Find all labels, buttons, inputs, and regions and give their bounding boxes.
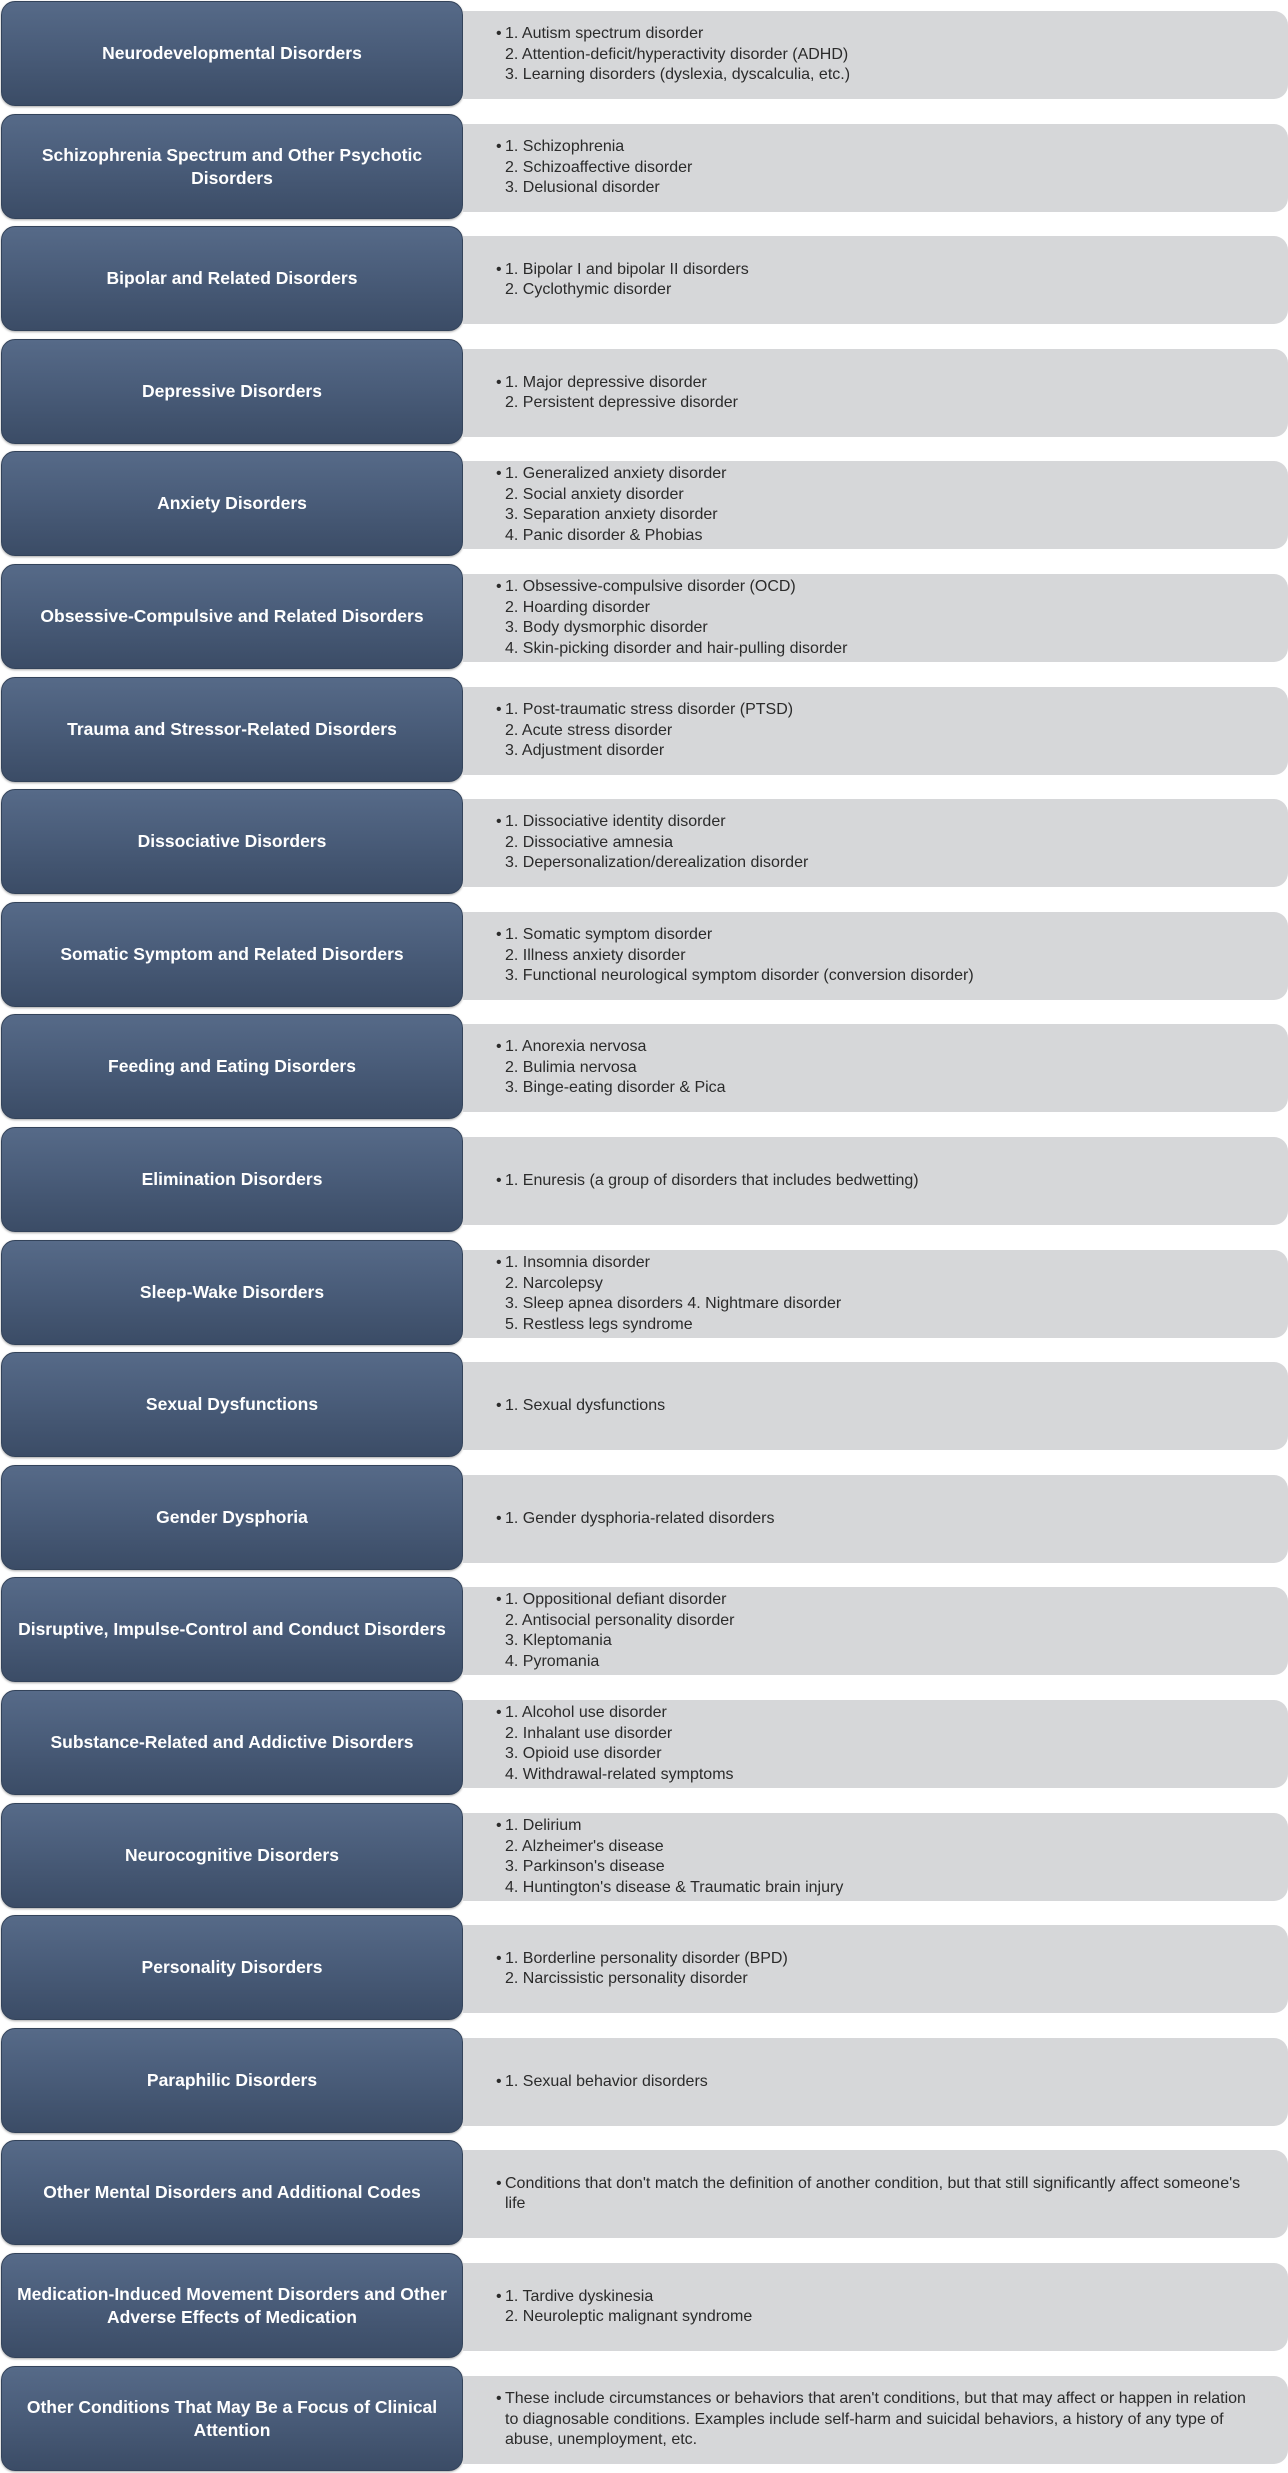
examples-list — [505, 700, 793, 762]
examples-list — [505, 2174, 1258, 2215]
category-label: Trauma and Stressor-Related Disorders — [67, 719, 397, 739]
category-row — [0, 114, 1288, 221]
examples-box — [463, 1700, 1288, 1788]
examples-list — [505, 2287, 752, 2328]
examples-box — [463, 2263, 1288, 2351]
examples-list — [505, 812, 808, 874]
example-item: 2. Narcissistic personality disorder — [505, 1970, 748, 1987]
examples-box — [463, 574, 1288, 662]
category-row — [0, 564, 1288, 671]
example-item: 4. Pyromania — [505, 1652, 600, 1670]
example-item: • 1. Enuresis (a group of disorders that includes bedwetting) — [505, 1171, 919, 1192]
category-box — [1, 677, 463, 782]
examples-box — [463, 236, 1288, 324]
examples-list — [505, 24, 850, 86]
category-row — [0, 1352, 1288, 1459]
examples-box — [463, 11, 1288, 99]
example-item: • These include circumstances or behaviors that aren't conditions, but that may affect or happen in relation to diagnosable conditions. Examples include self-harm and suicidal behaviors, a history of any type of abuse, unemployment, etc. — [505, 2389, 1258, 2451]
category-label: Medication-Induced Movement Disorders and Other Adverse Effects of Medication — [17, 2283, 447, 2327]
category-row — [0, 1915, 1288, 2022]
examples-box — [463, 2376, 1288, 2464]
category-label: Gender Dysphoria — [156, 1507, 308, 1527]
category-box — [1, 2028, 463, 2133]
category-label: Paraphilic Disorders — [146, 2070, 318, 2090]
examples-list — [505, 464, 726, 546]
example-item: • 1. Sexual dysfunctions — [505, 1396, 665, 1417]
example-item: 3. Depersonalization/derealization disorder — [505, 854, 809, 872]
category-box — [1, 1577, 463, 1682]
category-row — [0, 2253, 1288, 2360]
example-item: 2. Social anxiety disorder — [505, 485, 684, 503]
examples-box — [463, 124, 1288, 212]
example-item: • 1. Bipolar I and bipolar II disorders — [505, 260, 749, 281]
example-item: 3. Kleptomania — [505, 1632, 612, 1649]
example-item: 3. Adjustment disorder — [505, 742, 665, 760]
category-label: Other Conditions That May Be a Focus of Clinical Attention — [26, 2396, 438, 2440]
examples-box — [463, 912, 1288, 1000]
examples-list — [505, 2072, 708, 2093]
example-item: 2. Schizoaffective disorder — [505, 158, 693, 176]
category-box — [1, 1, 463, 106]
example-item: 2. Alzheimer's disease — [505, 1837, 664, 1855]
example-item: 2. Acute stress disorder — [505, 721, 673, 739]
example-item: 3. Body dysmorphic disorder — [505, 619, 708, 636]
category-box — [1, 564, 463, 669]
example-item: 3. Learning disorders (dyslexia, dyscalculia, etc.) — [505, 66, 851, 84]
category-row — [0, 1014, 1288, 1121]
examples-box — [463, 1024, 1288, 1112]
example-item: • 1. Schizophrenia — [505, 137, 692, 158]
example-item: 3. Separation anxiety disorder — [505, 506, 718, 523]
example-item: 3. Delusional disorder — [505, 179, 660, 197]
category-label: Personality Disorders — [141, 1957, 323, 1977]
examples-box — [463, 1925, 1288, 2013]
example-item: 2. Inhalant use disorder — [505, 1724, 673, 1742]
category-label: Obsessive-Compulsive and Related Disorders — [40, 606, 424, 626]
example-item: 3. Opioid use disorder — [505, 1745, 662, 1762]
category-row — [0, 1803, 1288, 1910]
example-item: • 1. Obsessive-compulsive disorder (OCD) — [505, 577, 847, 598]
category-label: Dissociative Disorders — [137, 831, 327, 851]
category-box — [1, 451, 463, 556]
example-item: 4. Withdrawal-related symptoms — [505, 1765, 734, 1783]
category-box — [1, 1127, 463, 1232]
category-box — [1, 1014, 463, 1119]
category-row — [0, 1, 1288, 108]
examples-box — [463, 1587, 1288, 1675]
category-box — [1, 226, 463, 331]
examples-box — [463, 461, 1288, 549]
category-box — [1, 1465, 463, 1570]
example-item: • 1. Generalized anxiety disorder — [505, 464, 726, 485]
example-item: • 1. Delirium — [505, 1816, 843, 1837]
category-label: Somatic Symptom and Related Disorders — [60, 944, 404, 964]
category-label: Substance-Related and Addictive Disorders — [50, 1732, 414, 1752]
category-row — [0, 677, 1288, 784]
examples-list — [505, 1703, 734, 1785]
example-item: • 1. Oppositional defiant disorder — [505, 1590, 734, 1611]
example-item: 3. Binge-eating disorder & Pica — [505, 1079, 726, 1097]
example-item: 3. Sleep apnea disorders 4. Nightmare disorder — [505, 1295, 842, 1312]
examples-box — [463, 2150, 1288, 2238]
category-label: Other Mental Disorders and Additional Codes — [43, 2182, 421, 2202]
category-row — [0, 339, 1288, 446]
examples-list — [505, 1253, 841, 1335]
examples-box — [463, 1137, 1288, 1225]
category-row — [0, 1127, 1288, 1234]
example-item: • 1. Tardive dyskinesia — [505, 2287, 752, 2308]
category-row — [0, 2140, 1288, 2247]
category-row — [0, 2028, 1288, 2135]
example-item: • 1. Post-traumatic stress disorder (PTSD) — [505, 700, 793, 721]
example-item: • 1. Anorexia nervosa — [505, 1037, 726, 1058]
category-row — [0, 1577, 1288, 1684]
example-item: 2. Illness anxiety disorder — [505, 946, 686, 964]
examples-box — [463, 1813, 1288, 1901]
category-label: Neurocognitive Disorders — [125, 1845, 339, 1865]
examples-box — [463, 2038, 1288, 2126]
examples-list — [505, 1171, 919, 1192]
examples-list — [505, 1509, 774, 1530]
examples-list — [505, 137, 692, 199]
category-box — [1, 1240, 463, 1345]
example-item: • 1. Major depressive disorder — [505, 373, 738, 394]
example-item: 2. Neuroleptic malignant syndrome — [505, 2308, 753, 2325]
category-row — [0, 902, 1288, 1009]
category-row — [0, 451, 1288, 558]
example-item: 5. Restless legs syndrome — [505, 1315, 693, 1333]
example-item: 3. Functional neurological symptom disorder (conversion disorder) — [505, 967, 974, 985]
category-box — [1, 902, 463, 1007]
example-item: 2. Bulimia nervosa — [505, 1058, 637, 1076]
example-item: 3. Parkinson's disease — [505, 1858, 665, 1875]
examples-box — [463, 687, 1288, 775]
examples-box — [463, 1475, 1288, 1563]
examples-list — [505, 577, 847, 659]
example-item: 2. Persistent depressive disorder — [505, 394, 738, 411]
example-item: • 1. Sexual behavior disorders — [505, 2072, 708, 2093]
category-label: Disruptive, Impulse-Control and Conduct Disorders — [18, 1619, 446, 1639]
category-label: Feeding and Eating Disorders — [108, 1056, 356, 1076]
category-box — [1, 2253, 463, 2358]
examples-box — [463, 349, 1288, 437]
examples-box — [463, 799, 1288, 887]
category-box — [1, 339, 463, 444]
example-item: 4. Skin-picking disorder and hair-pulling disorder — [505, 639, 848, 657]
category-box — [1, 2366, 463, 2471]
category-box — [1, 789, 463, 894]
example-item: 2. Attention-deficit/hyperactivity disorder (ADHD) — [505, 45, 849, 63]
category-row — [0, 789, 1288, 896]
examples-list — [505, 925, 974, 987]
example-item: 4. Panic disorder & Phobias — [505, 526, 703, 544]
examples-list — [505, 1396, 665, 1417]
category-box — [1, 2140, 463, 2245]
category-row — [0, 1240, 1288, 1347]
example-item: • 1. Autism spectrum disorder — [505, 24, 850, 45]
example-item: 2. Narcolepsy — [505, 1274, 603, 1292]
category-box — [1, 1915, 463, 2020]
category-label: Neurodevelopmental Disorders — [102, 43, 362, 63]
examples-box — [463, 1250, 1288, 1338]
examples-list — [505, 2389, 1258, 2451]
example-item: 2. Antisocial personality disorder — [505, 1611, 735, 1629]
examples-list — [505, 1590, 734, 1672]
example-item: • 1. Borderline personality disorder (BPD) — [505, 1949, 788, 1970]
category-row — [0, 1465, 1288, 1572]
examples-list — [505, 1816, 843, 1898]
example-item: • 1. Gender dysphoria-related disorders — [505, 1509, 774, 1530]
examples-list — [505, 1037, 726, 1099]
category-label: Sleep-Wake Disorders — [139, 1282, 325, 1302]
examples-list — [505, 1949, 788, 1990]
category-box — [1, 1803, 463, 1908]
example-item: • 1. Dissociative identity disorder — [505, 812, 808, 833]
category-label: Bipolar and Related Disorders — [106, 268, 358, 288]
example-item: • Conditions that don't match the definition of another condition, but that still significantly affect someone's life — [505, 2174, 1258, 2215]
category-label: Depressive Disorders — [142, 381, 322, 401]
example-item: 2. Dissociative amnesia — [505, 833, 674, 851]
example-item: 4. Huntington's disease & Traumatic brain injury — [505, 1878, 844, 1896]
category-label: Sexual Dysfunctions — [145, 1394, 319, 1414]
examples-list — [505, 260, 749, 301]
category-label: Schizophrenia Spectrum and Other Psychotic Disorders — [41, 144, 423, 188]
category-box — [1, 1352, 463, 1457]
example-item: • 1. Insomnia disorder — [505, 1253, 841, 1274]
category-row — [0, 2366, 1288, 2473]
example-item: 2. Cyclothymic disorder — [505, 281, 672, 298]
category-label: Anxiety Disorders — [157, 493, 307, 513]
category-label: Elimination Disorders — [141, 1169, 323, 1189]
example-item: • 1. Somatic symptom disorder — [505, 925, 974, 946]
category-box — [1, 1690, 463, 1795]
category-row — [0, 226, 1288, 333]
category-box — [1, 114, 463, 219]
examples-list — [505, 373, 738, 414]
category-row — [0, 1690, 1288, 1797]
example-item: 2. Hoarding disorder — [505, 598, 650, 616]
example-item: • 1. Alcohol use disorder — [505, 1703, 734, 1724]
examples-box — [463, 1362, 1288, 1450]
